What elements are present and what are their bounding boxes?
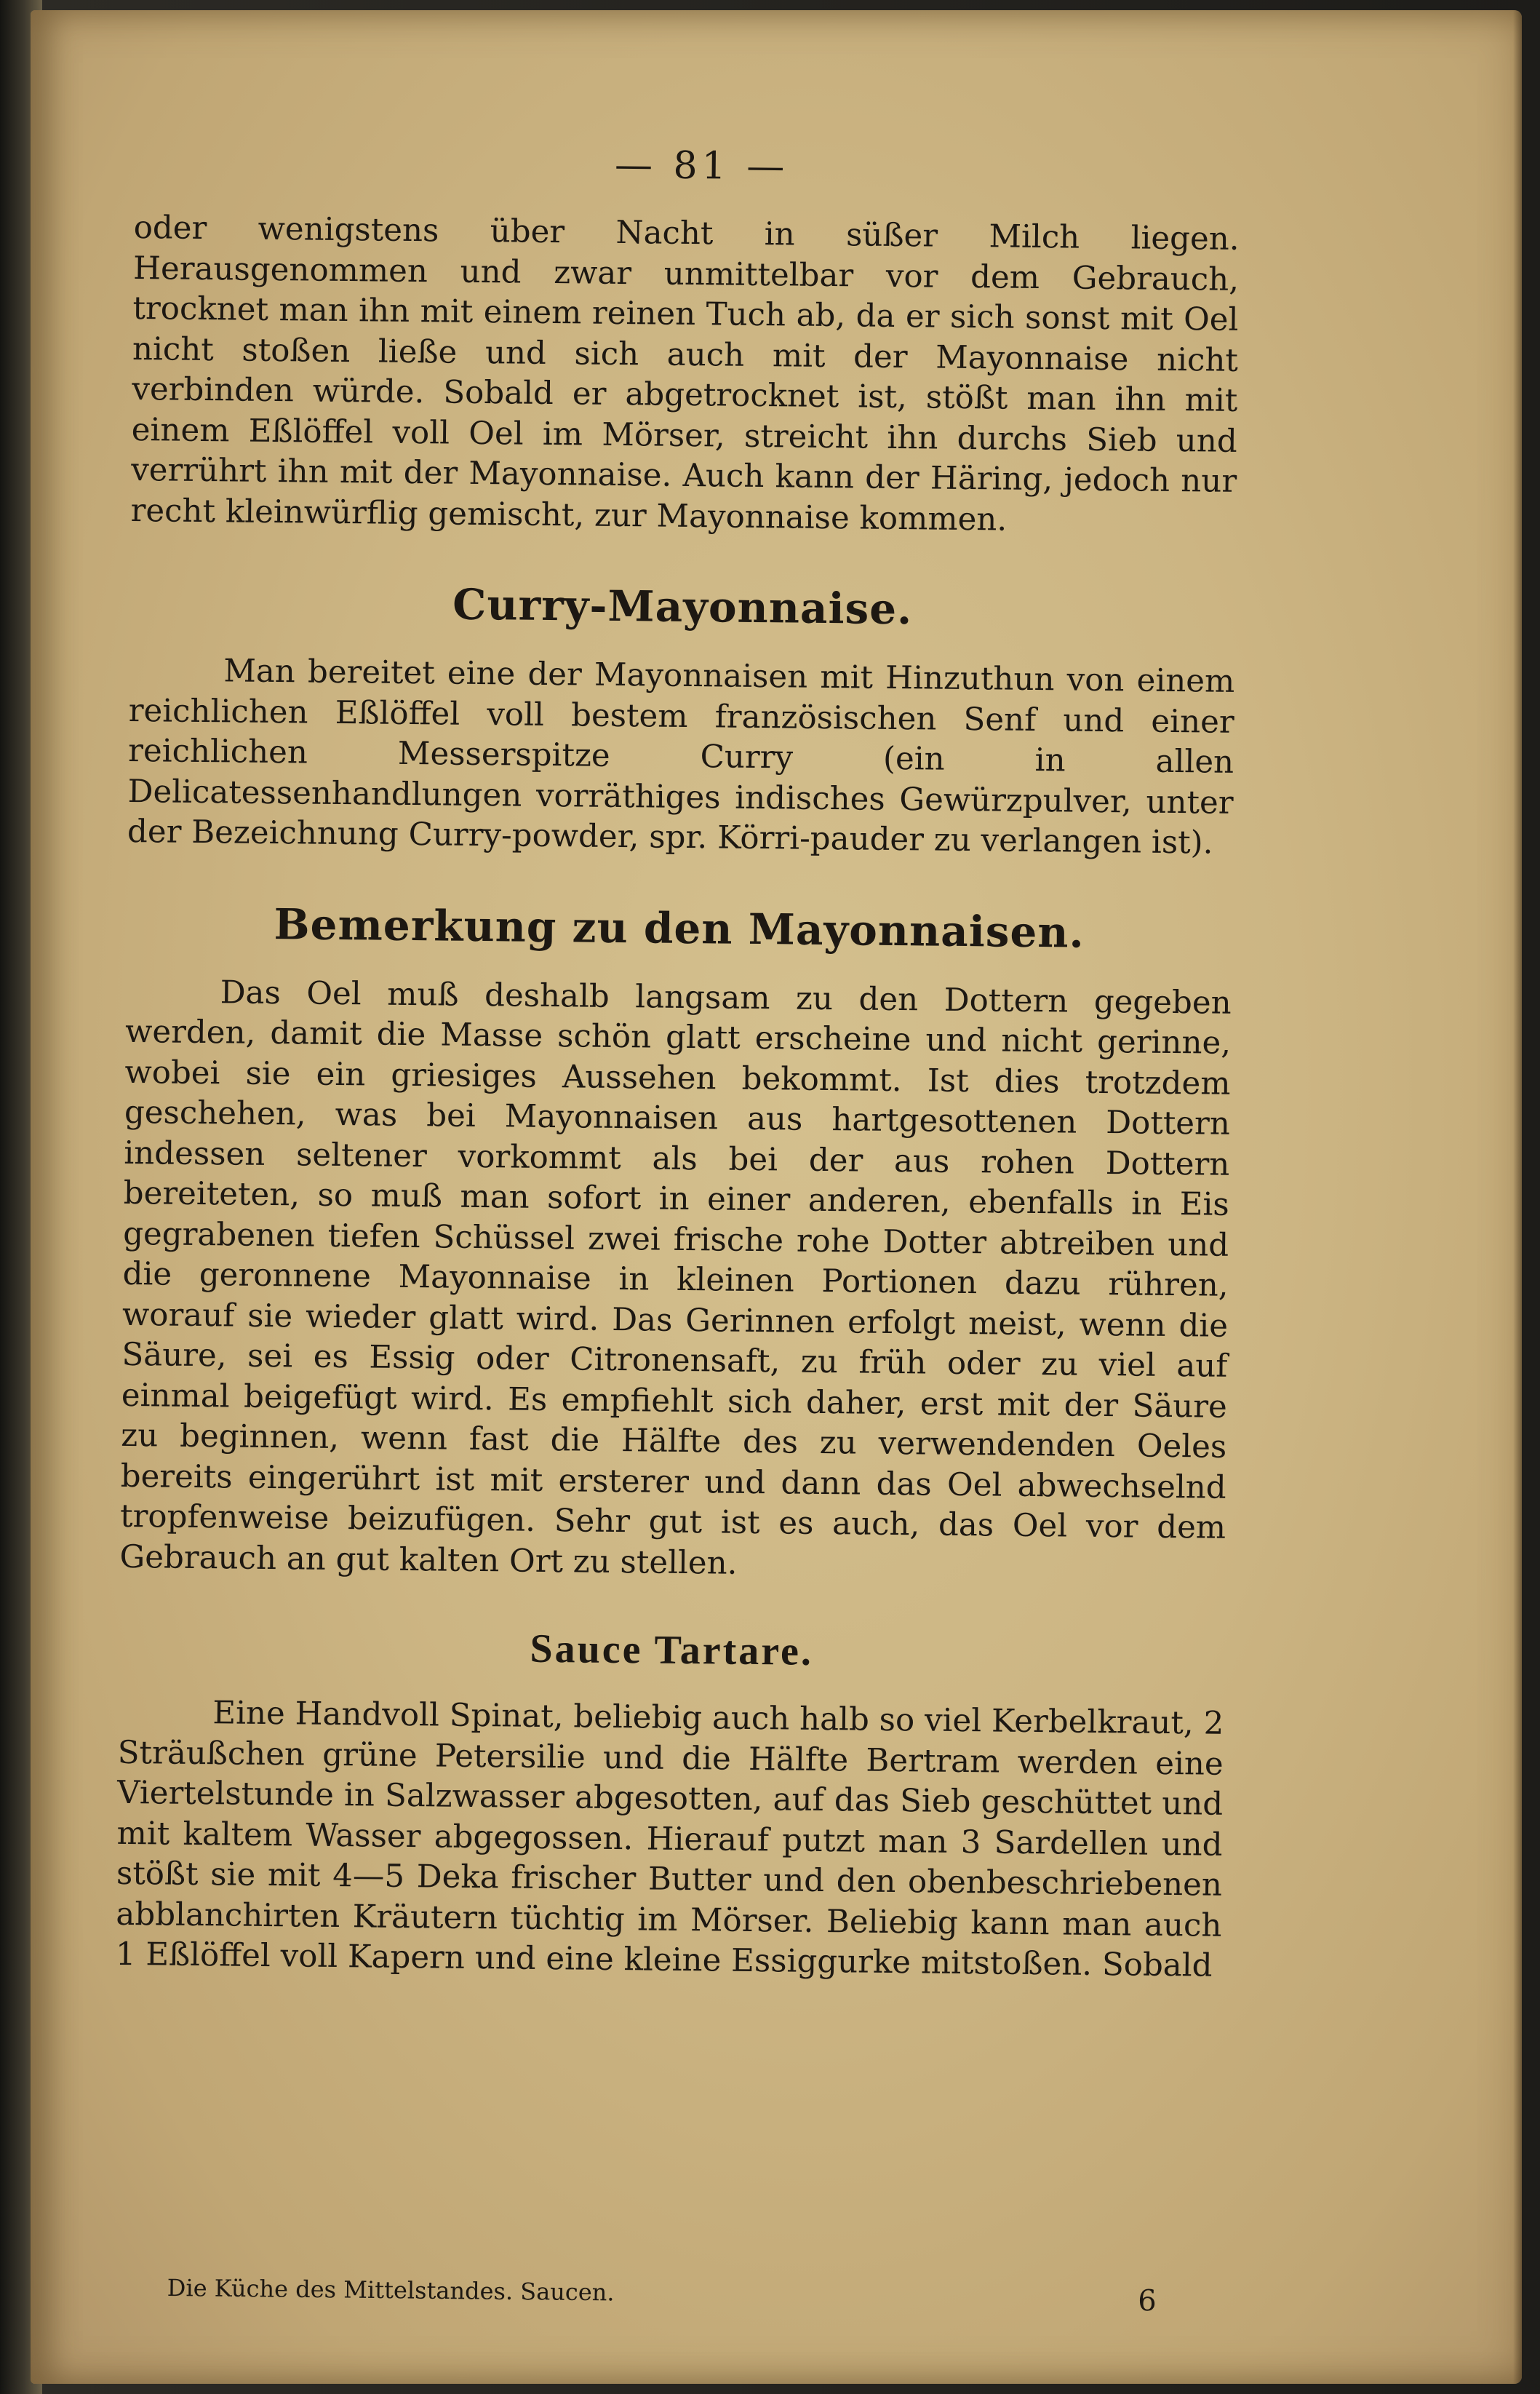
footer-title: Die Küche des Mittelstandes. Saucen. [167, 2274, 615, 2307]
signature-mark: 6 [1137, 2283, 1157, 2318]
paragraph-remark-mayonnaise: Das Oel muß deshalb langsam zu den Dottern gegeben werden, damit die Masse schön glatt erscheine und nicht gerinne, wobei sie ein griesiges Aussehen bekommt. Ist dies trotzdem geschehen, was bei Mayonnaisen aus hartgesottenen Dottern indessen seltener vorkommt als bei der aus rohen Dottern bereiteten, so muß man sofort in einer anderen, ebenfalls in Eis gegrabenen tiefen Schüssel zwei frische rohe Dotter abtreiben und die geronnene Mayonnaise in kleinen Portionen dazu rühren, worauf sie wieder glatt wird. Das Gerinnen erfolgt meist, wenn die Säure, sei es Essig oder Citronensaft, zu früh oder zu viel auf einmal beigefügt wird. Es empfiehlt sich daher, erst mit der Säure zu beginnen, wenn fast die Hälfte des zu verwendenden Oeles bereits eingerührt ist mit ersterer und dann das Oel abwechselnd tropfenweise beizufügen. Sehr gut ist es auch, das Oel vor dem Gebrauch an gut kalten Ort zu stellen. [119, 974, 1232, 1582]
paragraph-curry-mayonnaise: Man bereitet eine der Mayonnaisen mit Hinzuthun von einem reichlichen Eßlöffel voll bestem französischen Senf und einer reichlichen Messerspitze Curry (ein in allen Delicatessenhandlungen vorräthiges indisches Gewürzpulver, unter der Bezeichnung Curry-powder, spr. Körri-pauder zu verlangen ist). [127, 653, 1235, 862]
paragraph-herring: oder wenigstens über Nacht in süßer Milch liegen. Herausgenommen und zwar unmittelbar vor dem Gebrauch, trocknet man ihn mit einem reinen Tuch ab, da er sich sonst mit Oel nicht stoßen ließe und sich auch mit der Mayonnaise nicht verbinden würde. Sobald er abgetrocknet ist, stößt man ihn mit einem Eßlöffel voll Oel im Mörser, streicht ihn durchs Sieb und verrührt ihn mit der Mayonnaise. Auch kann der Häring, jedoch nur recht kleinwürflig gemischt, zur Mayonnaise kommen. [130, 209, 1240, 538]
page-edge-shadow [1513, 10, 1522, 2384]
heading-curry-mayonnaise: Curry-Mayonnaise. [452, 579, 913, 635]
page-content [116, 138, 1240, 1987]
heading-remark-mayonnaise: Bemerkung zu den Mayonnaisen. [274, 899, 1085, 958]
paragraph-sauce-tartare: Eine Handvoll Spinat, beliebig auch halb so viel Kerbelkraut, 2 Sträußchen grüne Petersilie und die Hälfte Bertram werden eine Viertelstunde in Salzwasser abgesotten, auf das Sieb geschüttet und mit kaltem Wasser abgegossen. Hierauf putzt man 3 Sardellen und stößt sie mit 4—5 Deka frischer Butter und den obenbeschriebenen abblanchirten Kräutern tüchtig im Mörser. Beliebig kann man auch 1 Eßlöffel voll Kapern und eine kleine Essiggurke mitstoßen. Sobald [115, 1695, 1224, 1984]
heading-sauce-tartare: Sauce Tartare. [530, 1626, 814, 1674]
page-number: — 81 — [614, 143, 789, 189]
